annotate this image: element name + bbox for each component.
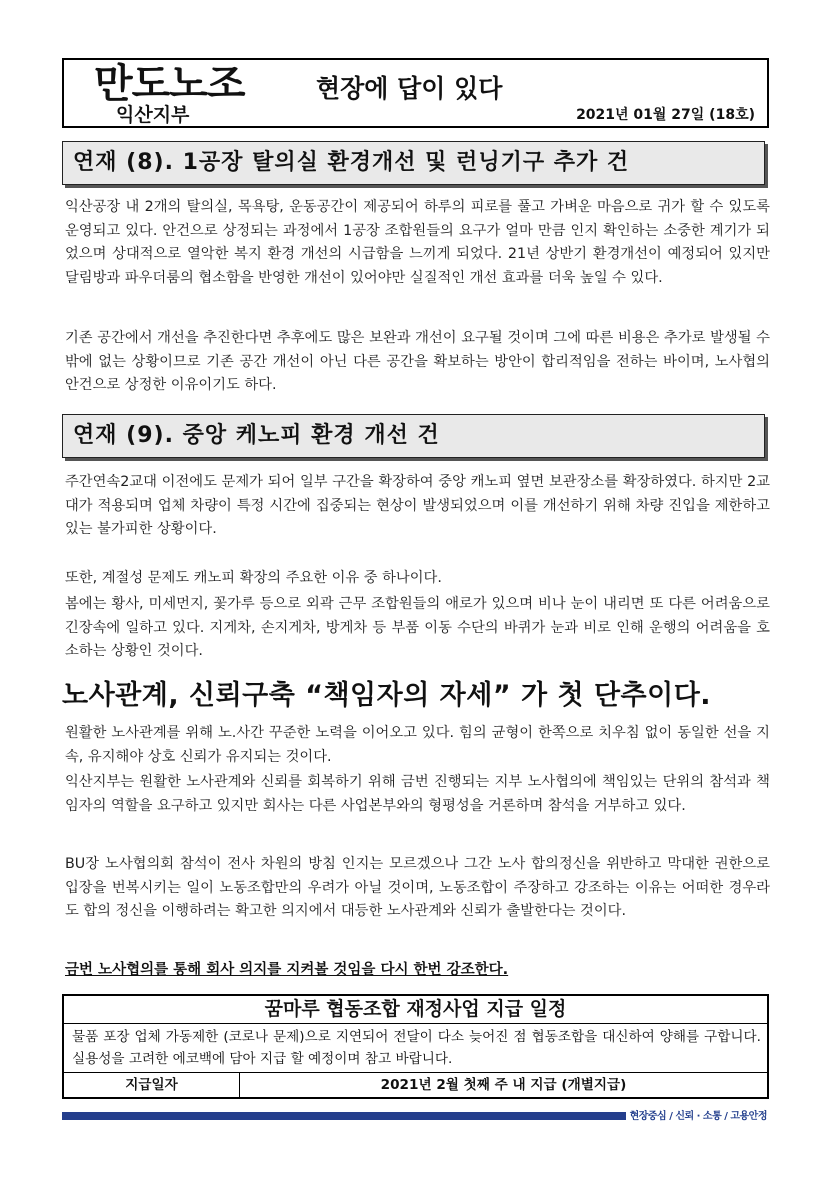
union-name: 만도노조	[94, 61, 245, 107]
labor-paragraph-2: 익산지부는 원활한 노사관계와 신뢰를 회복하기 위해 금번 진행되는 지부 노사협의에 책임있는 단위의 참석과 책임자의 역할을 요구하고 있지만 회사는 다른 사업본부와의 형평성을 거론하며 참석을 거부하고 있다.	[65, 774, 770, 814]
labor-paragraph-1: 원활한 노사관계를 위해 노.사간 꾸준한 노력을 이어오고 있다. 힘의 균형이 한쪽으로 치우침 없이 동일한 선을 지속, 유지해야 상호 신뢰가 유지되는 것이다.	[65, 725, 770, 765]
section-9-header	[62, 414, 765, 458]
masthead	[62, 58, 769, 128]
payment-date-value: 2021년 2월 첫째 주 내 지급 (개별지급)	[380, 1077, 627, 1093]
section-8-title: 연재 (8). 1공장 탈의실 환경개선 및 런닝기구 추가 건	[73, 150, 630, 175]
labor-relations-headline: 노사관계, 신뢰구축 “책임자의 자세” 가 첫 단추이다.	[62, 680, 712, 711]
labor-paragraph-3: BU장 노사협의회 참석이 전사 차원의 방침 인지는 모르겠으나 그간 노사 합의정신을 위반하고 막대한 권한으로 입장을 번복시키는 일이 노동조합만의 우려가 아닐 것이며, 노동조합이 주장하고 강조하는 이유는 어떠한 경우라도 합의 정신을 이행하려는 확고한 의지에서 대등한 노사관계와 신뢰가 출발한다는 것이다.	[65, 856, 770, 919]
footer-motto: 현장중심 / 신뢰 · 소통 / 고용안정	[626, 1110, 769, 1124]
slogan: 현장에 답이 있다	[316, 74, 503, 103]
emphasis-statement: 금번 노사협의를 통해 회사 의지를 지켜볼 것임을 다시 한번 강조한다.	[65, 962, 509, 978]
section-9-paragraph-1: 주간연속2교대 이전에도 문제가 되어 일부 구간을 확장하여 중앙 캐노피 옆면 보관장소를 확장하였다. 하지만 2교대가 적용되며 업체 차량이 특정 시간에 집중되는 현상이 발생되었으며 이를 개선하기 위해 차량 진입을 제한하고 있는 불가피한 상황이다.	[65, 474, 770, 537]
section-8-paragraph-2: 기존 공간에서 개선을 추진한다면 추후에도 많은 보완과 개선이 요구될 것이며 그에 따른 비용은 추가로 발생될 수밖에 없는 상황이므로 기존 공간 개선이 아닌 다른 공간을 확보하는 방안이 합리적임을 전하는 바이며, 노사협의 안건으로 상정한 이유이기도 하다.	[65, 330, 770, 393]
notice-title: 꿈마루 협동조합 재정사업 지급 일정	[64, 996, 767, 1024]
notice-body: 물품 포장 업체 가동제한 (코로나 문제)으로 지연되어 전달이 다소 늦어진 점 협동조합을 대신하여 양해를 구합니다. 실용성을 고려한 에코백에 담아 지급 할 예정이며 참고 바랍니다.	[64, 1024, 767, 1073]
section-8-header	[62, 141, 765, 185]
section-9-paragraph-2: 또한, 계절성 문제도 캐노피 확장의 주요한 이유 중 하나이다.	[65, 570, 442, 586]
section-9-title: 연재 (9). 중앙 케노피 환경 개선 건	[73, 423, 440, 448]
payment-date-label: 지급일자	[64, 1073, 240, 1097]
section-8-paragraph-1: 익산공장 내 2개의 탈의실, 목욕탕, 운동공간이 제공되어 하루의 피로를 풀고 가벼운 마음으로 귀가 할 수 있도록 운영되고 있다. 안건으로 상정되는 과정에서 1공장 조합원들의 요구가 얼마 만큼 인지 확인하는 소중한 계기가 되었으며 상대적으로 열악한 복지 환경 개선의 시급함을 느끼게 되었다. 21년 상반기 환경개선이 예정되어 있지만 달림방과 파우더룸의 협소함을 반영한 개선이 있어야만 실질적인 개선 효과를 더욱 높일 수 있다.	[65, 199, 770, 286]
issue-date: 2021년 01월 27일 (18호)	[576, 107, 755, 123]
branch-name: 익산지부	[116, 104, 190, 126]
cooperative-notice-table	[62, 994, 769, 1099]
section-9-paragraph-3: 봄에는 황사, 미세먼지, 꽃가루 등으로 외곽 근무 조합원들의 애로가 있으며 비나 눈이 내리면 또 다른 어려움으로 긴장속에 일하고 있다. 지게차, 손지게차, 방게차 등 부품 이동 수단의 바퀴가 눈과 비로 인해 운행의 어려움을 호소하는 상황인 것이다.	[65, 596, 770, 659]
notice-date-row	[64, 1073, 767, 1097]
